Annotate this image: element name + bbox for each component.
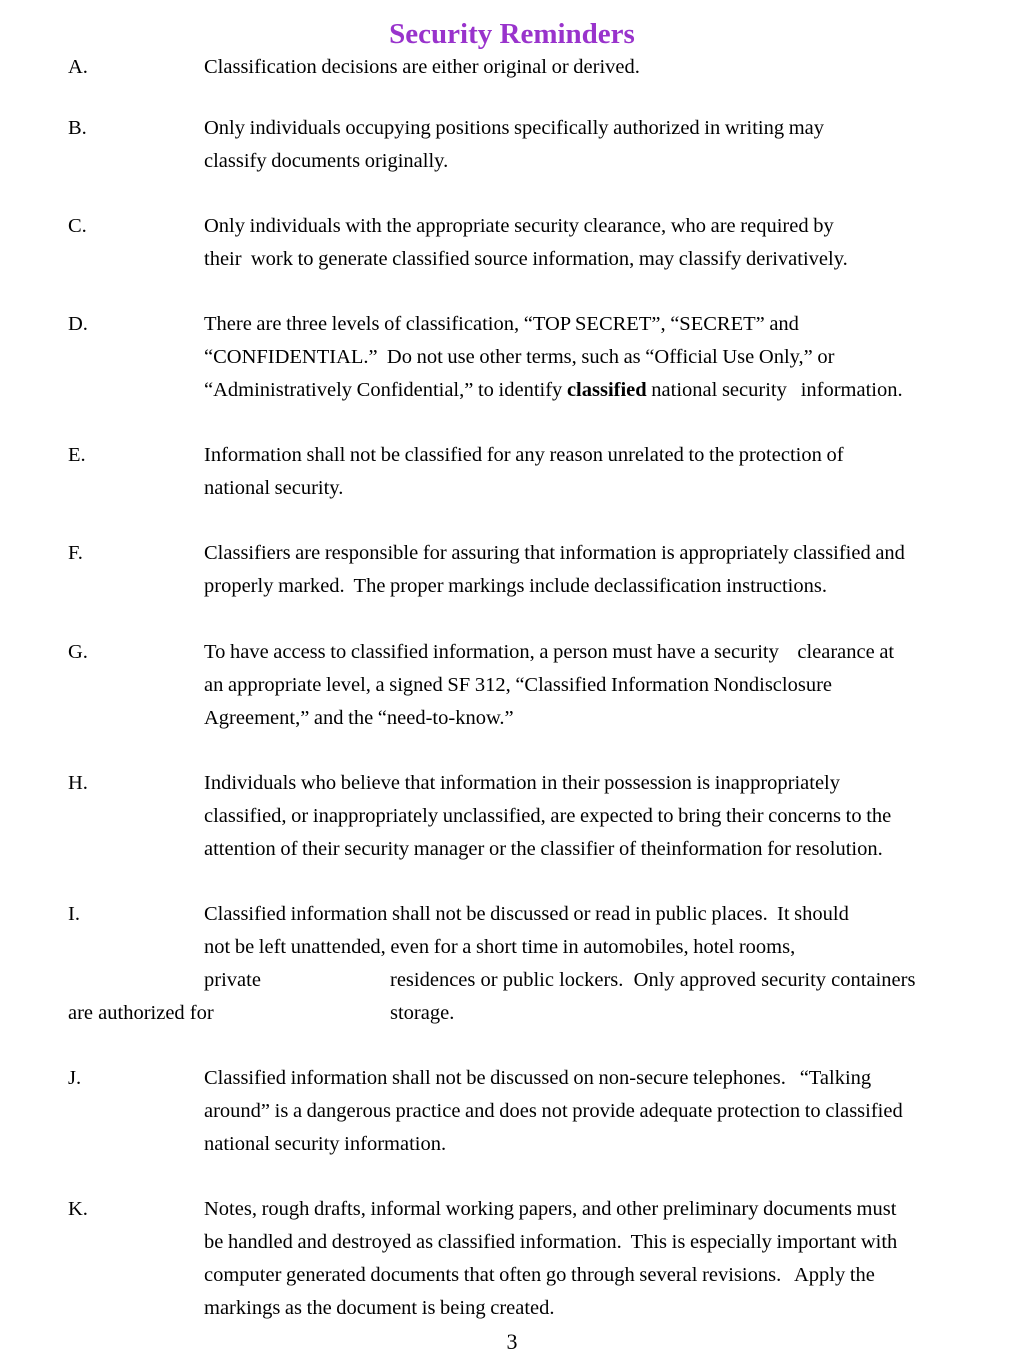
item-text-segment: “Administratively Confidential,” to identify xyxy=(204,379,567,401)
item-letter: F. xyxy=(68,542,83,564)
item-letter: K. xyxy=(68,1198,88,1220)
item-text-line: Only individuals occupying positions specifically authorized in writing may xyxy=(204,117,824,139)
item-text-line: around” is a dangerous practice and does not provide adequate protection to classified xyxy=(204,1100,903,1122)
item-text-line: computer generated documents that often go through several revisions. Apply the xyxy=(204,1264,875,1286)
item-letter: D. xyxy=(68,313,88,335)
item-text-line: attention of their security manager or the classifier of theinformation for resolution. xyxy=(204,838,883,860)
item-text-line: There are three levels of classification, “TOP SECRET”, “SECRET” and xyxy=(204,313,799,335)
item-text-line: Classified information shall not be discussed on non-secure telephones. “Talking xyxy=(204,1067,872,1089)
item-text-line: Agreement,” and the “need-to-know.” xyxy=(204,707,514,729)
item-letter: H. xyxy=(68,772,88,794)
item-text-line: Notes, rough drafts, informal working papers, and other preliminary documents must xyxy=(204,1198,897,1220)
item-text-line: national security. xyxy=(204,477,344,499)
item-text-segment: private xyxy=(204,969,261,991)
page-title: Security Reminders xyxy=(389,18,635,50)
item-text-bold: classified xyxy=(566,379,647,401)
item-letter: A. xyxy=(68,56,88,78)
item-letter: G. xyxy=(68,641,88,663)
item-text-line: be handled and destroyed as classified information. This is especially important with xyxy=(204,1231,898,1253)
item-text-segment: are authorized for xyxy=(68,1002,214,1024)
item-text-line: Classifiers are responsible for assuring that information is appropriately classified and xyxy=(204,542,905,564)
item-text-segment: national security information. xyxy=(646,379,903,401)
item-letter: I. xyxy=(68,903,80,925)
item-text-line: an appropriate level, a signed SF 312, “Classified Information Nondisclosure xyxy=(204,674,833,696)
item-text-line: properly marked. The proper markings include declassification instructions. xyxy=(204,575,827,597)
item-text-line: their work to generate classified source information, may classify derivatively. xyxy=(204,248,848,270)
item-text-line: classified, or inappropriately unclassified, are expected to bring their concerns to the xyxy=(204,805,892,827)
item-letter: E. xyxy=(68,444,86,466)
item-letter: C. xyxy=(68,215,87,237)
item-text-line: Individuals who believe that information in their possession is inappropriately xyxy=(204,772,841,794)
item-text-line: “CONFIDENTIAL.” Do not use other terms, such as “Official Use Only,” or xyxy=(204,346,835,368)
item-text-line: national security information. xyxy=(204,1133,447,1155)
item-text-line: not be left unattended, even for a short time in automobiles, hotel rooms, xyxy=(204,936,796,958)
item-text-line: Information shall not be classified for any reason unrelated to the protection of xyxy=(204,444,844,466)
item-text-line: To have access to classified information, a person must have a security clearance at xyxy=(204,641,895,663)
item-text-segment: residences or public lockers. Only approved security containers xyxy=(390,969,916,991)
item-text-line: markings as the document is being created. xyxy=(204,1297,555,1319)
item-text-line: classify documents originally. xyxy=(204,150,449,172)
item-text-line: Classification decisions are either original or derived. xyxy=(204,56,640,78)
item-text-segment: storage. xyxy=(390,1002,455,1024)
item-text-line: Only individuals with the appropriate security clearance, who are required by xyxy=(204,215,834,237)
item-text-line: Classified information shall not be discussed or read in public places. It should xyxy=(204,903,849,925)
page-number: 3 xyxy=(506,1329,518,1354)
item-text-line xyxy=(204,374,903,407)
item-letter: B. xyxy=(68,117,87,139)
item-letter: J. xyxy=(68,1067,82,1089)
